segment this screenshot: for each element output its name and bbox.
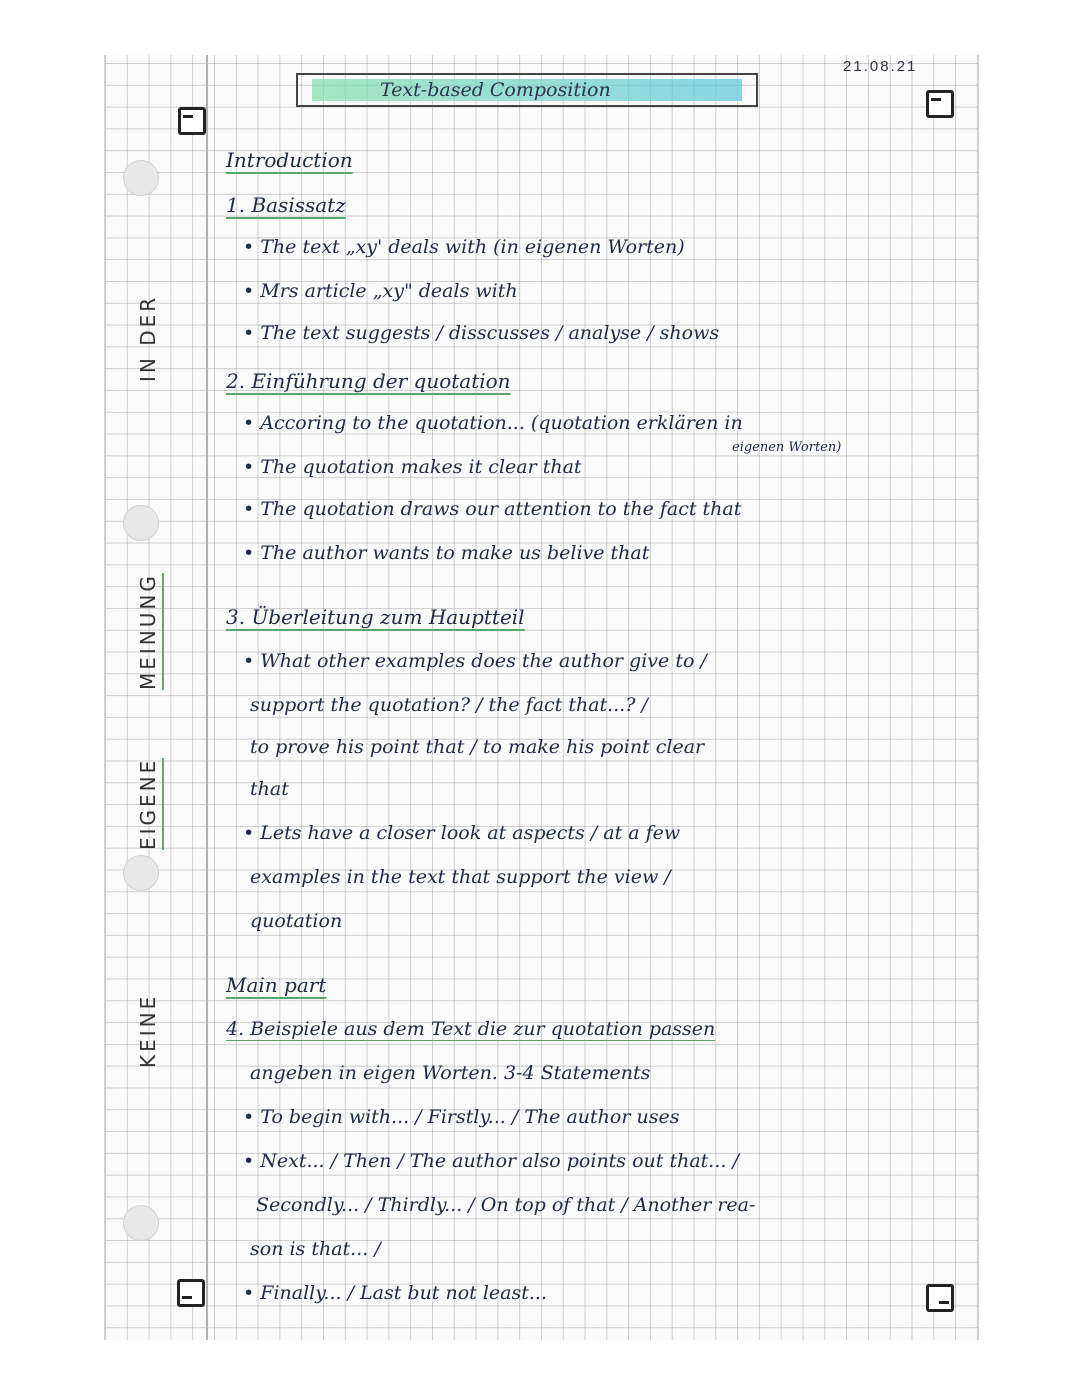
note-line: support the quotation? / the fact that...? /	[250, 694, 648, 716]
section-heading-main-part: Main part	[226, 973, 327, 997]
subheading-einfuehrung: 2. Einführung der quotation	[226, 369, 511, 393]
margin-label-meinung: MEINUNG	[136, 573, 164, 690]
note-line: • Accoring to the quotation... (quotation erklären in	[243, 412, 743, 434]
title-box	[296, 73, 758, 107]
corner-marker-icon	[177, 1279, 205, 1307]
corner-marker-icon	[926, 90, 954, 118]
note-line: • The quotation makes it clear that	[243, 456, 582, 478]
corner-marker-icon	[178, 107, 206, 135]
note-line: • The text suggests / disscusses / analyse / shows	[243, 322, 720, 344]
subheading-ueberleitung: 3. Überleitung zum Hauptteil	[226, 605, 525, 629]
subheading-beispiele: 4. Beispiele aus dem Text die zur quotation passen	[226, 1018, 716, 1040]
note-line: • Mrs article „xy" deals with	[243, 280, 518, 302]
note-line: to prove his point that / to make his point clear	[250, 736, 705, 758]
note-line: • Finally... / Last but not least...	[243, 1282, 547, 1304]
note-line: • The text „xy' deals with (in eigenen Worten)	[243, 236, 685, 258]
note-line: • Lets have a closer look at aspects / at a few	[243, 822, 681, 844]
note-line: • Next... / Then / The author also points out that... /	[243, 1150, 739, 1172]
date: 21.08.21	[843, 58, 918, 75]
binder-hole	[123, 1205, 159, 1241]
binder-hole	[123, 855, 159, 891]
margin-label-keine: KEINE	[136, 993, 160, 1068]
note-line: Secondly... / Thirdly... / On top of that / Another rea-	[256, 1194, 756, 1216]
binder-hole	[123, 160, 159, 196]
binder-hole	[123, 505, 159, 541]
page-title: Text-based Composition	[380, 79, 611, 101]
note-line: quotation	[250, 910, 343, 932]
note-line: son is that... /	[250, 1238, 381, 1260]
note-line-small: eigenen Worten)	[732, 440, 842, 455]
note-line: • The quotation draws our attention to the fact that	[243, 498, 742, 520]
margin-line	[206, 55, 208, 1340]
margin-label-eigene: EIGENE	[136, 758, 164, 850]
note-line: • What other examples does the author give to /	[243, 650, 707, 672]
note-line: examples in the text that support the view /	[250, 866, 671, 888]
note-line: • To begin with... / Firstly... / The author uses	[243, 1106, 680, 1128]
note-line: angeben in eigen Worten. 3-4 Statements	[250, 1062, 651, 1084]
note-line: • The author wants to make us belive that	[243, 542, 650, 564]
section-heading-introduction: Introduction	[226, 148, 353, 172]
margin-label-in-der: IN DER	[136, 294, 160, 382]
note-line: that	[250, 778, 289, 800]
subheading-basissatz: 1. Basissatz	[226, 193, 346, 217]
corner-marker-icon	[926, 1284, 954, 1312]
